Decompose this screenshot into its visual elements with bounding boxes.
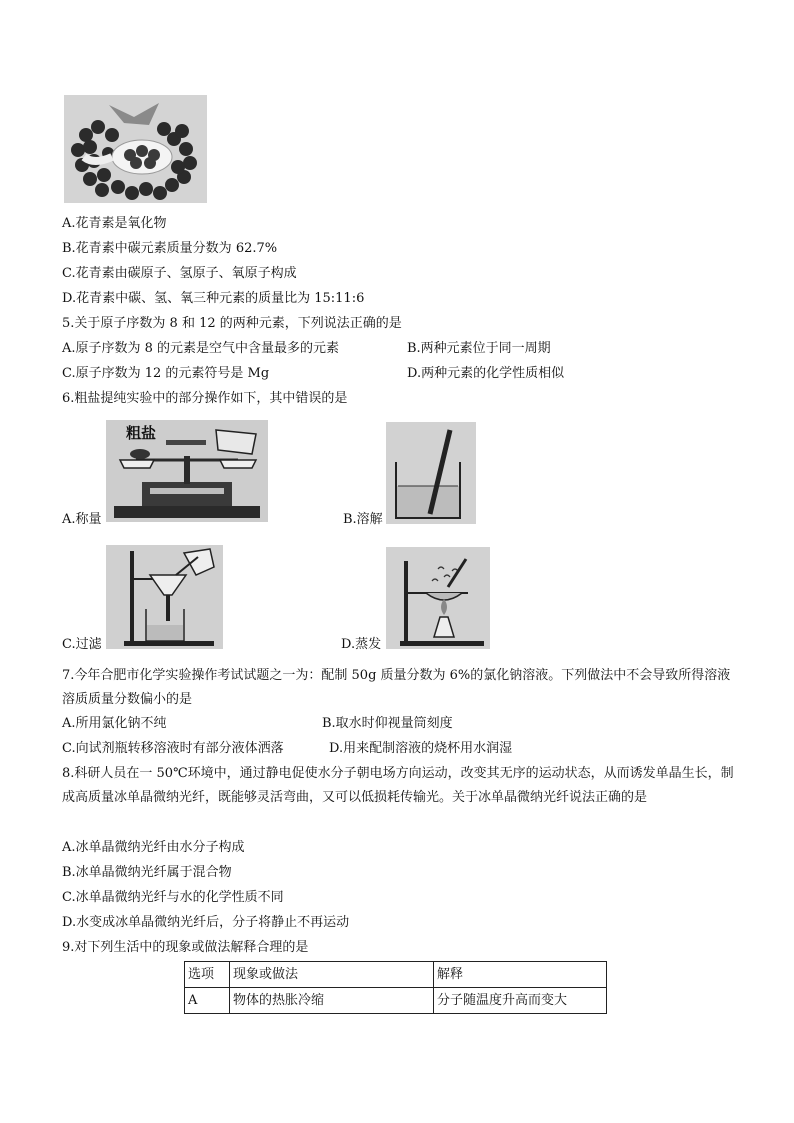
q5-option-d: D.两种元素的化学性质相似: [407, 366, 565, 381]
q6-label-a: A.称量: [62, 512, 102, 527]
q4-option-a: A.花青素是氧化物: [62, 216, 167, 231]
q7-option-c: C.向试剂瓶转移溶液时有部分液体洒落: [62, 741, 284, 756]
q9-table: [184, 961, 607, 1014]
fig-a-caption: 粗盐: [126, 424, 157, 442]
q8-stem: 8.科研人员在一 50℃环境中，通过静电促使水分子朝电场方向运动，改变其无序的运动状态，从而诱发单晶生长，制成高质量冰单晶微纳光纤，既能够灵活弯曲，又可以低损耗传输光。关于冰单晶微纳光纤说法正确的是: [62, 766, 734, 805]
q9-table-header: [185, 962, 607, 988]
q4-option-d: D.花青素中碳、氢、氧三种元素的质量比为 15:11:6: [62, 291, 365, 306]
header-explanation: 解释: [434, 962, 607, 988]
q5-option-a: A.原子序数为 8 的元素是空气中含量最多的元素: [62, 341, 340, 356]
q5-stem: 5.关于原子序数为 8 和 12 的两种元素，下列说法正确的是: [62, 316, 402, 331]
q7-stem: 7.今年合肥市化学实验操作考试试题之一为：配制 50g 质量分数为 6%的氯化钠溶液。下列做法中不会导致所得溶液溶质质量分数偏小的是: [62, 668, 731, 707]
figure-filtering: [106, 545, 223, 649]
q6-label-d: D.蒸发: [341, 637, 382, 652]
table-row: [185, 988, 607, 1014]
q4-option-c: C.花青素由碳原子、氢原子、氧原子构成: [62, 266, 297, 281]
q5-option-c: C.原子序数为 12 的元素符号是 Mg: [62, 366, 270, 381]
q8-option-b: B.冰单晶微纳光纤属于混合物: [62, 865, 232, 880]
header-phenomenon: 现象或做法: [230, 962, 434, 988]
q8-option-c: C.冰单晶微纳光纤与水的化学性质不同: [62, 890, 284, 905]
figure-weighing: [106, 420, 268, 522]
q4-option-b: B.花青素中碳元素质量分数为 62.7%: [62, 241, 278, 256]
q8-option-d: D.水变成冰单晶微纳光纤后，分子将静止不再运动: [62, 915, 350, 930]
q5-option-b: B.两种元素位于同一周期: [407, 341, 551, 356]
figure-evaporating: [386, 547, 490, 649]
q7-option-d: D.用来配制溶液的烧杯用水润湿: [329, 741, 513, 756]
header-option: 选项: [185, 962, 230, 988]
q7-option-a: A.所用氯化钠不纯: [62, 716, 167, 731]
q6-label-b: B.溶解: [343, 512, 383, 527]
blueberry-photo: [64, 95, 207, 203]
cell-explanation: 分子随温度升高而变大: [434, 988, 607, 1014]
q7-option-b: B.取水时仰视量筒刻度: [322, 716, 453, 731]
cell-option: A: [185, 988, 230, 1014]
q6-label-c: C.过滤: [62, 637, 102, 652]
figure-dissolving: [386, 422, 476, 524]
q8-option-a: A.冰单晶微纳光纤由水分子构成: [62, 840, 245, 855]
q6-stem: 6.粗盐提纯实验中的部分操作如下，其中错误的是: [62, 391, 348, 406]
cell-phenomenon: 物体的热胀冷缩: [230, 988, 434, 1014]
q9-stem: 9.对下列生活中的现象或做法解释合理的是: [62, 940, 309, 955]
